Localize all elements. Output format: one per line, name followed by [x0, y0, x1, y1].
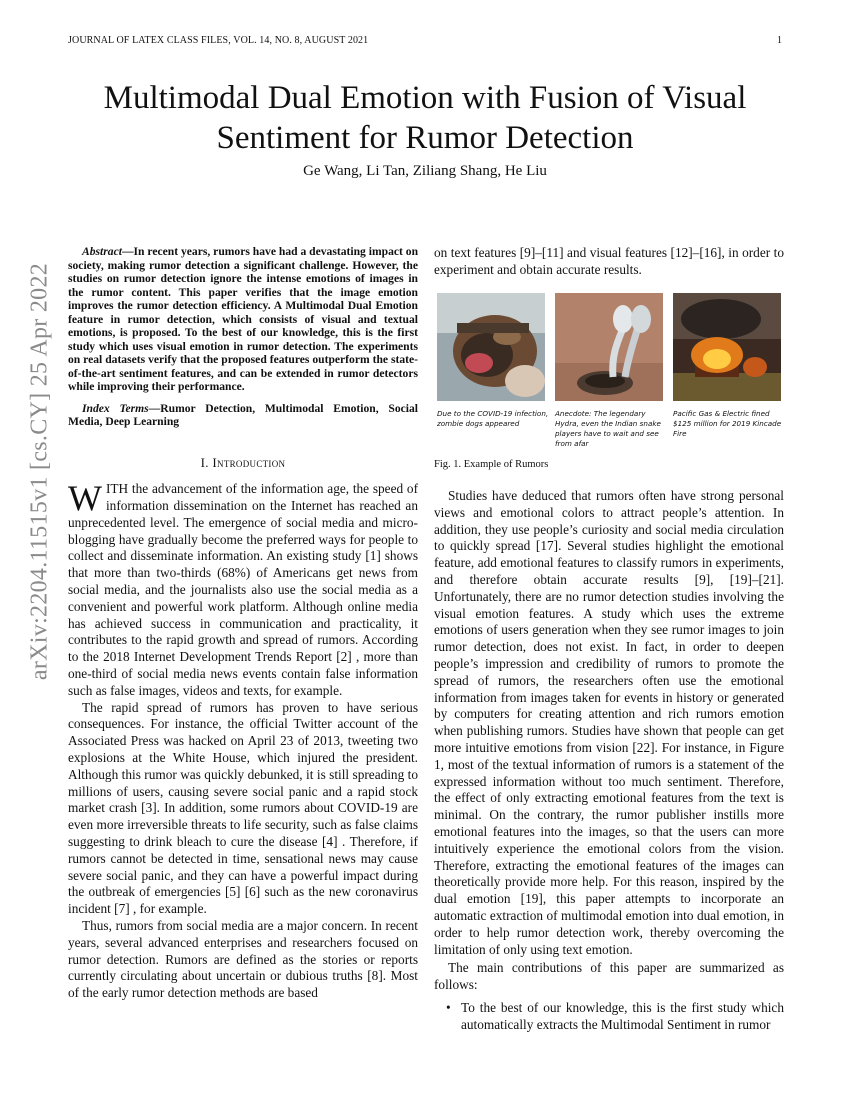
contribution-bullet-1 — [434, 1000, 784, 1034]
right-column-body — [434, 488, 784, 1034]
right-paragraph-2: The main contributions of this paper are summarized as follows: — [434, 960, 784, 993]
zombie-dog-image — [437, 293, 545, 401]
index-terms — [68, 402, 418, 429]
right-column-top — [434, 245, 784, 279]
left-column — [68, 245, 418, 1002]
intro-paragraph-1 — [68, 478, 418, 699]
section-title: Introduction — [212, 454, 286, 470]
index-terms-label: Index Terms — [82, 401, 149, 415]
figure-label: Fig. 1. Example of Rumors — [434, 459, 549, 470]
figure-caption-1: Due to the COVID-19 infection, zombie dogs appeared — [437, 409, 549, 428]
cobra-image — [555, 293, 663, 401]
bullet-1-text: To the best of our knowledge, this is the first study which automatically extracts the Multimodal Sentiment in rumor — [461, 999, 784, 1032]
arxiv-stamp: arXiv:2204.11515v1 [cs.CY] 25 Apr 2022 — [26, 262, 53, 681]
first-word: ITH — [105, 481, 129, 497]
abstract-label: Abstract — [82, 245, 122, 258]
fire-image — [673, 293, 781, 401]
intro-paragraph-2: The rapid spread of rumors has proven to have serious consequences. For instance, the official Twitter account of the Associated Press was hacked on April 23 of 2013, tweeting two explosions at the White House, which injured the president. Although this rumor was quickly debunked, it is still spreading to millions of users, causing severe social panic and a rapid stock market crash [3]. In addition, some rumors about COVID-19 are even more irreversible threats to life security, such as false claims suggesting to drink bleach to cure the disease [4] . Therefore, if rumors cannot be detected in time, sensational news may cause severe social panic, and they can have a powerful impact during the outbreak of emergencies [5] [6] such as the new coronavirus incident [7] , for example. — [68, 699, 418, 917]
running-header: JOURNAL OF LATEX CLASS FILES, VOL. 14, NO. 8, AUGUST 2021 — [68, 35, 369, 46]
paper-title: Multimodal Dual Emotion with Fusion of Visual Sentiment for Rumor Detection — [103, 80, 747, 156]
figure-caption-2: Anecdote: The legendary Hydra, even the Indian snake players have to wait and see from afar — [555, 409, 661, 448]
right-top-paragraph: on text features [9]–[11] and visual features [12]–[16], in order to experiment and obtain accurate results. — [434, 245, 784, 277]
abstract-text: —In recent years, rumors have had a devastating impact on society, making rumor detection a significant challenge. However, the studies on rumor detection ignore the intense emotions of images in the rumor content. This paper verifies that the image emotion improves the rumor detection efficiency. A Multimodal Dual Emotion feature in rumor detection, which consists of visual and textual emotions, is proposed. To the best of our knowledge, this is the first study which uses visual emotion in rumor detection. The experiments on real datasets verify that the proposed features outperform the state-of-the-art sentiment features, and can be extended in rumor detectors while improving their performance. — [68, 245, 419, 393]
figure-caption-3: Pacific Gas & Electric fined $125 million for 2019 Kincade Fire — [673, 409, 782, 438]
section-number: I. — [200, 454, 213, 470]
right-paragraph-1: Studies have deduced that rumors often have strong personal views and emotional colors to attract people’s attention. In addition, they use people’s curiosity and social media circulation to quickly spread [17]. Several studies highlight the emotional feature, add emotional features to classify rumors in experiments, and therefore obtain accurate results [9], [19]–[21]. Unfortunately, there are no rumor detection studies involving the visual emotion features. A study which uses the extreme emotions of users generation when they see rumor images to join rumor detection, does not exist. In fact, in order to deepen people’s impression and credibility of rumors to promote the spread of rumors, the researchers often use the emotional information from images taken for events in history or generated by computers for creating attention and rich rumors emotion when publishing rumors. Studies have shown that people can get more intuitive emotions from vision [22]. For instance, in Figure 1, most of the textual information of rumors is a statement of the expressed information without too much sentiment. Therefore, the effect of only extracting emotional features from the text is minimal. On the contrary, the rumor publisher instills more emotional features into the images, so that the users can more intuitively experience the emotional colors from the vision. Therefore, extracting the emotional features of the images can theoretically provide more help. For this reason, inspired by the dual emotion [19], this paper attempts to incorporate an automatic extraction of multimodal emotion into dual emotion, in order to help rumor detection work, thereby overcoming the limitation of only using text emotion. — [434, 488, 784, 957]
abstract — [68, 245, 418, 394]
intro-p1-text: the advancement of the information age, the speed of information dissemination on the Internet has reached an unprecedented level. The emergence of social media and micro-blogging have gradually become the preferred ways for people to collect and disseminate information. An existing study [1] shows that more than two-thirds (68%) of Americans get news from social media, and the journalists also use the social media as a convenient and powerful work platform. Although online media has achieved success in communication and practicality, it contributes to the rapid growth and spread of rumors. According to the 2018 Internet Development Trends Report [2] , more than one-third of social media news events contain false information such as false images, videos and texts, for example. — [68, 481, 418, 698]
intro-paragraph-3: Thus, rumors from social media are a major concern. In recent years, several advanced enterprises and researchers focused on rumor detection. Rumors are defined as the stories or reports currently circulating about uncertain or dubious truths [8]. Most of the early rumor detection methods are based — [68, 918, 418, 1001]
authors: Ge Wang, Li Tan, Ziliang Shang, He Liu — [303, 163, 547, 179]
page-number: 1 — [777, 35, 782, 46]
figure-1 — [434, 293, 784, 473]
index-terms-text: —Rumor Detection, Multimodal Emotion, Social Media, Deep Learning — [68, 401, 418, 428]
section-heading-introduction — [68, 455, 418, 472]
drop-cap: W — [68, 478, 102, 519]
bullet-icon: • — [446, 999, 451, 1015]
